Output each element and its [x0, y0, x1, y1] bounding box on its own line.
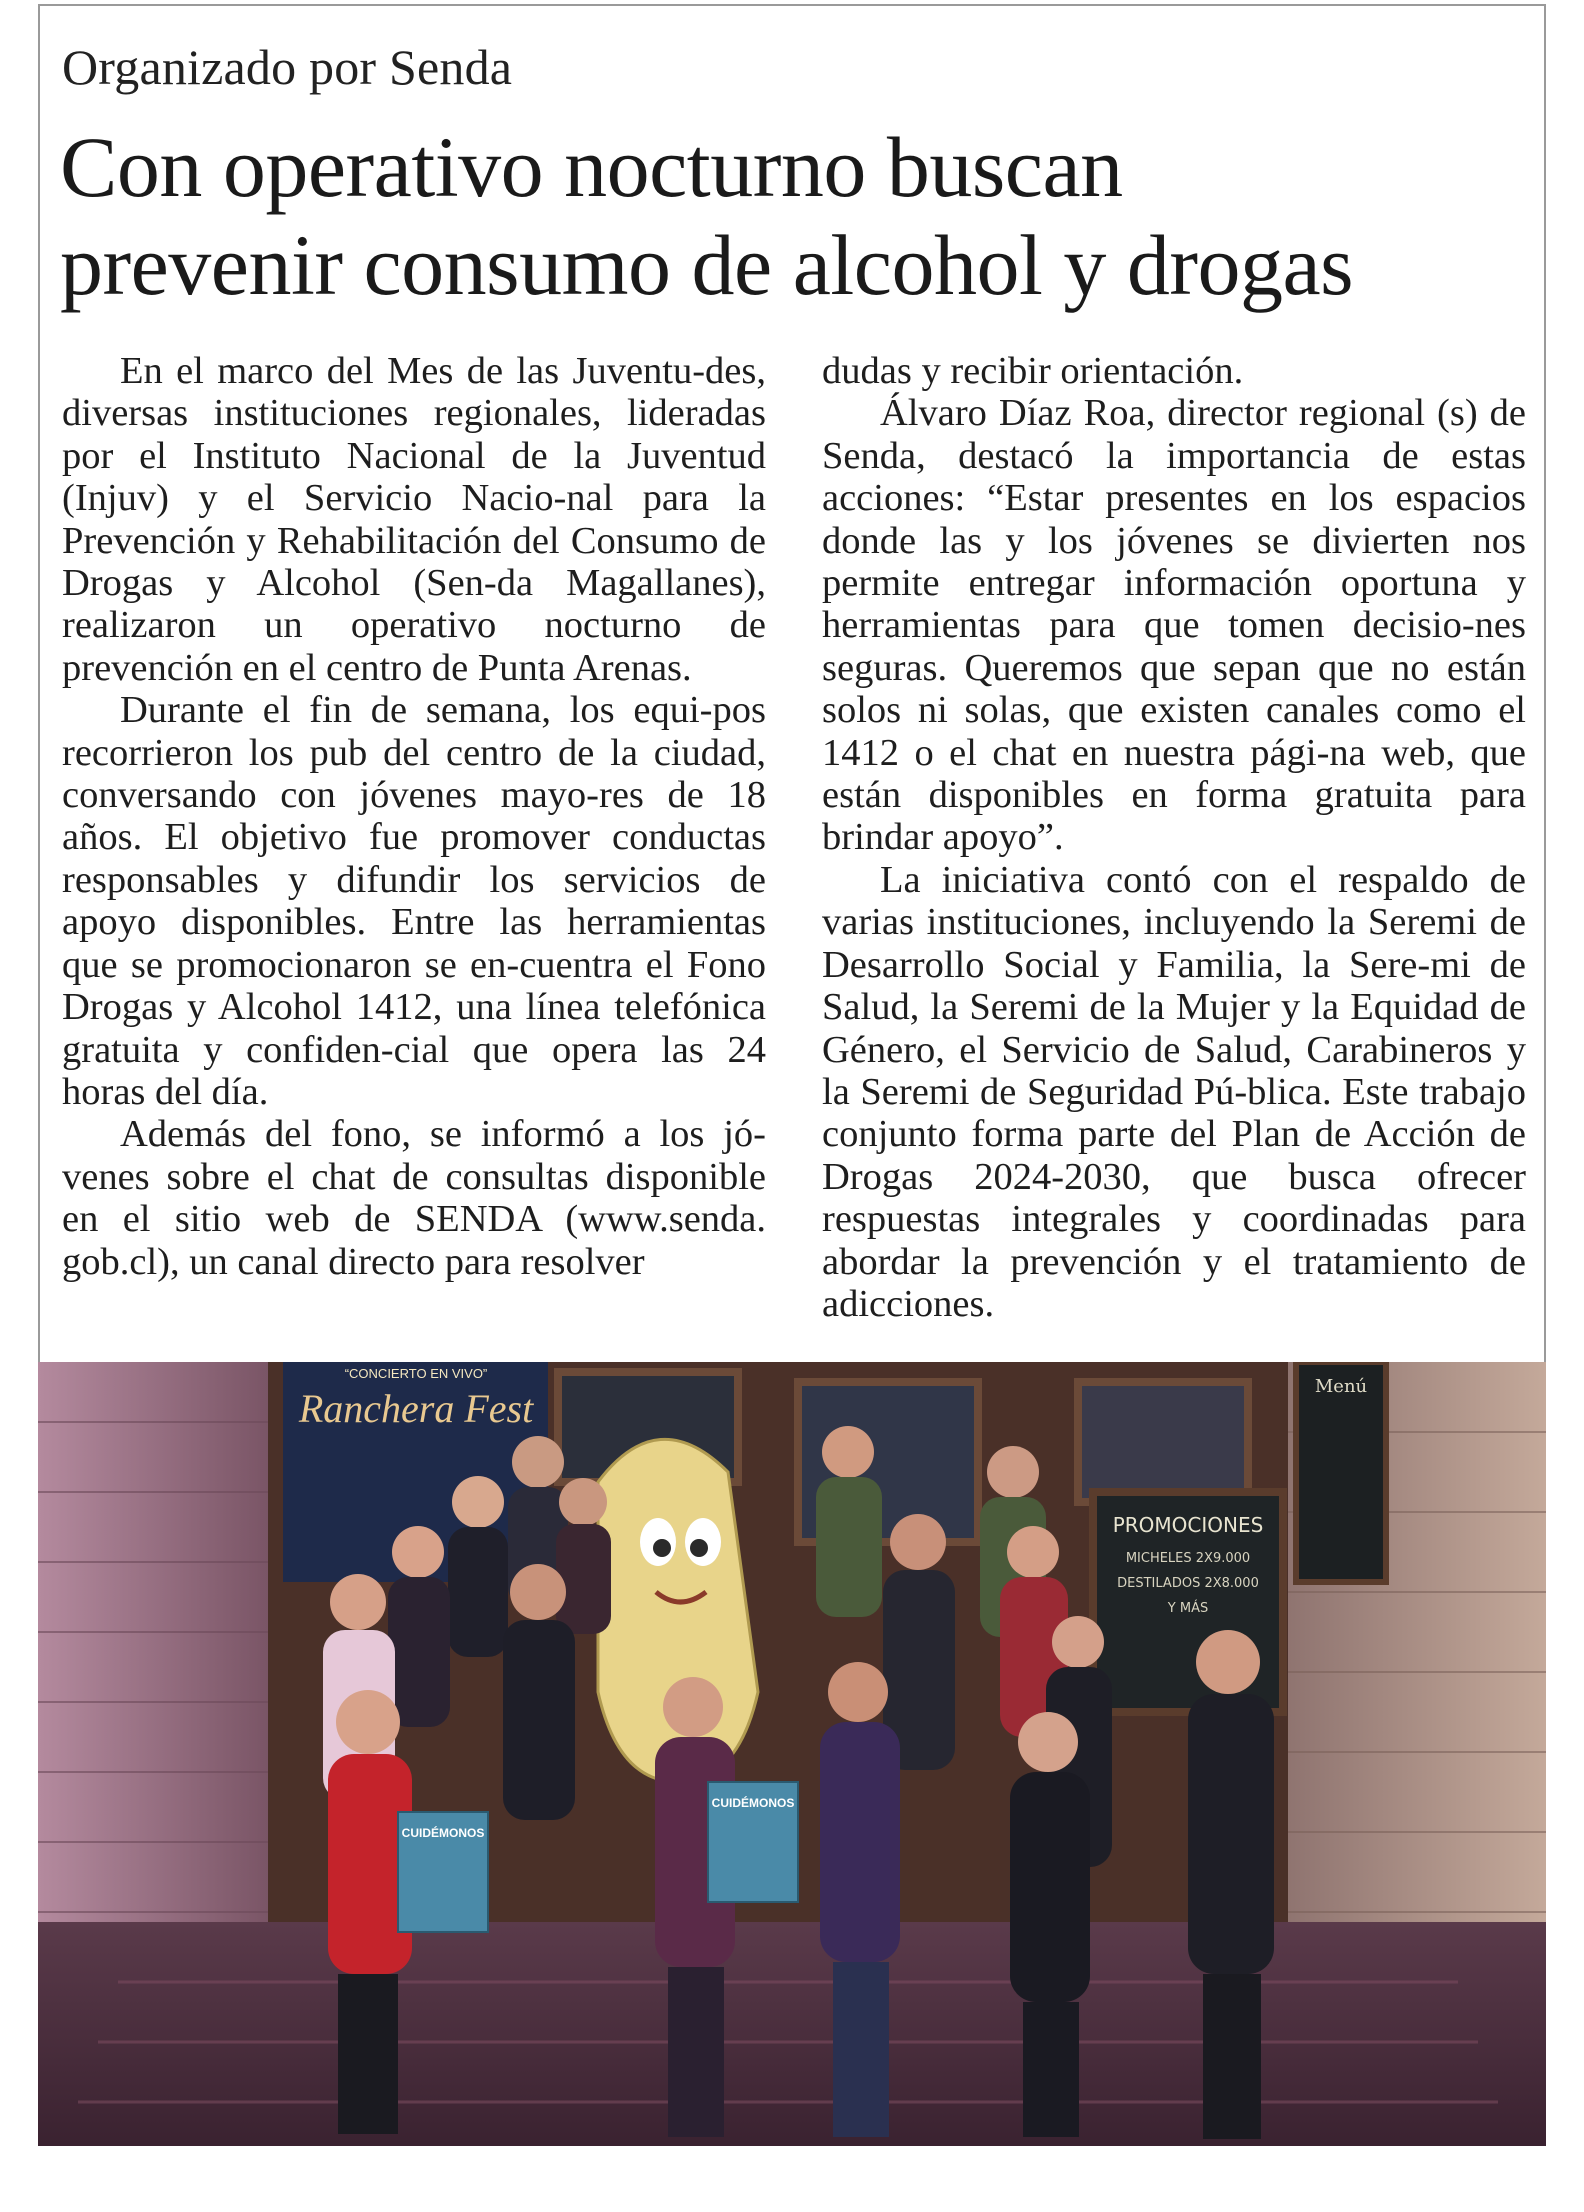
entrance-steps: [38, 1922, 1546, 2146]
paragraph: Álvaro Díaz Roa, director regional (s) de Senda, destacó la importancia de estas acciones: “Estar presentes en los espacios donde las y los jóvenes se divierten nos permite entregar información oportuna y herramientas para que tomen decisio-nes seguras. Queremos que sepan que no están solos ni solas, que existen canales como el 1412 o el chat en nuestra pági-na web, que están disponibles en forma gratuita para brindar apoyo”.: [822, 392, 1526, 859]
paragraph: dudas y recibir orientación.: [822, 350, 1244, 392]
article-column-right: [822, 350, 1526, 1325]
headline-line-1: Con operativo nocturno buscan: [60, 119, 1123, 215]
poster-top-text: “CONCIERTO EN VIVO”: [344, 1366, 488, 1381]
menu-board: [1296, 1362, 1386, 1582]
article-headline: [60, 118, 1520, 314]
board-title-text: PROMOCIONES: [1112, 1513, 1264, 1537]
article-kicker: Organizado por Senda: [62, 39, 513, 95]
paragraph: En el marco del Mes de las Juventu-des, diversas instituciones regionales, lideradas por el Instituto Nacional de la Juventud (Injuv) y el Servicio Nacio-nal para la Prevención y Rehabilitación del Consumo de Drogas y Alcohol (Sen-da Magallanes), realizaron un operativo nocturno de prevención en el centro de Punta Arenas.: [62, 350, 766, 689]
group-photo-illustration: [38, 1362, 1546, 2146]
article-column-left: [62, 350, 766, 1283]
paragraph: La iniciativa contó con el respaldo de varias instituciones, incluyendo la Seremi de Desarrollo Social y Familia, la Sere-mi de Salud, la Seremi de la Mujer y la Equidad de Género, el Servicio de Salud, Carabineros y la Seremi de Seguridad Pú-blica. Este trabajo conjunto forma parte del Plan de Acción de Drogas 2024-2030, que busca ofrecer respuestas integrales y coordinadas para abordar la prevención y el tratamiento de adicciones.: [822, 858, 1526, 1325]
booklet-title-right: CUIDÉMONOS: [711, 1796, 795, 1810]
article-photo: [38, 1362, 1546, 2146]
poster-title-text: Ranchera Fest: [298, 1386, 534, 1431]
menu-title-text: Menú: [1314, 1376, 1368, 1397]
paragraph: Durante el fin de semana, los equi-pos recorrieron los pub del centro de la ciudad, conversando con jóvenes mayo-res de 18 años. El objetivo fue promover conductas responsables y difundir los servicios de apoyo disponibles. Entre las herramientas que se promocionaron se en-cuentra el Fono Drogas y Alcohol 1412, una línea telefónica gratuita y confiden-cial que opera las 24 horas del día.: [62, 689, 766, 1113]
board-line-2: DESTILADOS 2X8.000: [1117, 1576, 1259, 1591]
board-line-3: Y MÁS: [1167, 1601, 1209, 1616]
paragraph: Además del fono, se informó a los jó-venes sobre el chat de consultas disponible en el sitio web de SENDA (www.senda. gob.cl), un canal directo para resolver: [62, 1113, 766, 1283]
board-line-1: MICHELES 2X9.000: [1125, 1551, 1251, 1566]
headline-line-2: prevenir consumo de alcohol y drogas: [60, 217, 1354, 313]
booklet-title-left: CUIDÉMONOS: [401, 1826, 485, 1840]
